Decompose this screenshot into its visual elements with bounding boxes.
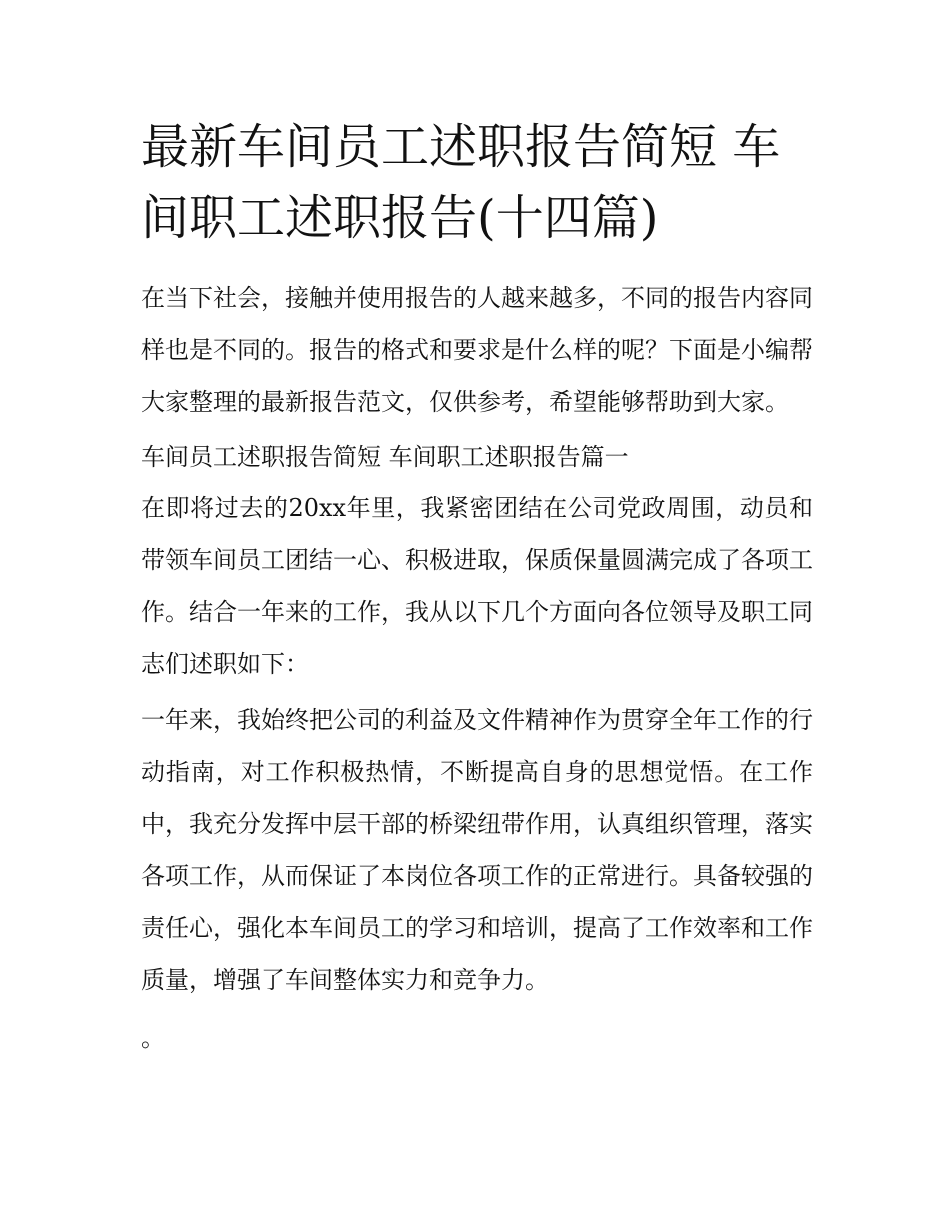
body-paragraph-1: 在即将过去的20xx年里，我紧密团结在公司党政周围，动员和带领车间员工团结一心、积极进取，保质保量圆满完成了各项工作。结合一年来的工作，我从以下几个方面向各位领导及职工同志们述职如下：	[141, 494, 813, 678]
document-title: 最新车间员工述职报告简短 车间职工述职报告(十四篇)	[141, 119, 781, 246]
body-paragraph-2: 一年来，我始终把公司的利益及文件精神作为贯穿全年工作的行动指南，对工作积极热情，不断提高自身的思想觉悟。在工作中，我充分发挥中层干部的桥梁纽带作用，认真组织管理，落实各项工作，从而保证了本岗位各项工作的正常进行。具备较强的责任心，强化本车间员工的学习和培训，提高了工作效率和工作质量，增强了车间整体实力和竞争力。	[141, 706, 813, 994]
document-page	[141, 112, 813, 1064]
section-heading: 车间员工述职报告简短 车间职工述职报告篇一	[141, 443, 629, 471]
intro-paragraph: 在当下社会，接触并使用报告的人越来越多，不同的报告内容同样也是不同的。报告的格式和要求是什么样的呢？下面是小编帮大家整理的最新报告范文，仅供参考，希望能够帮助到大家。	[141, 284, 813, 416]
trailing-mark: 。	[141, 1024, 165, 1052]
